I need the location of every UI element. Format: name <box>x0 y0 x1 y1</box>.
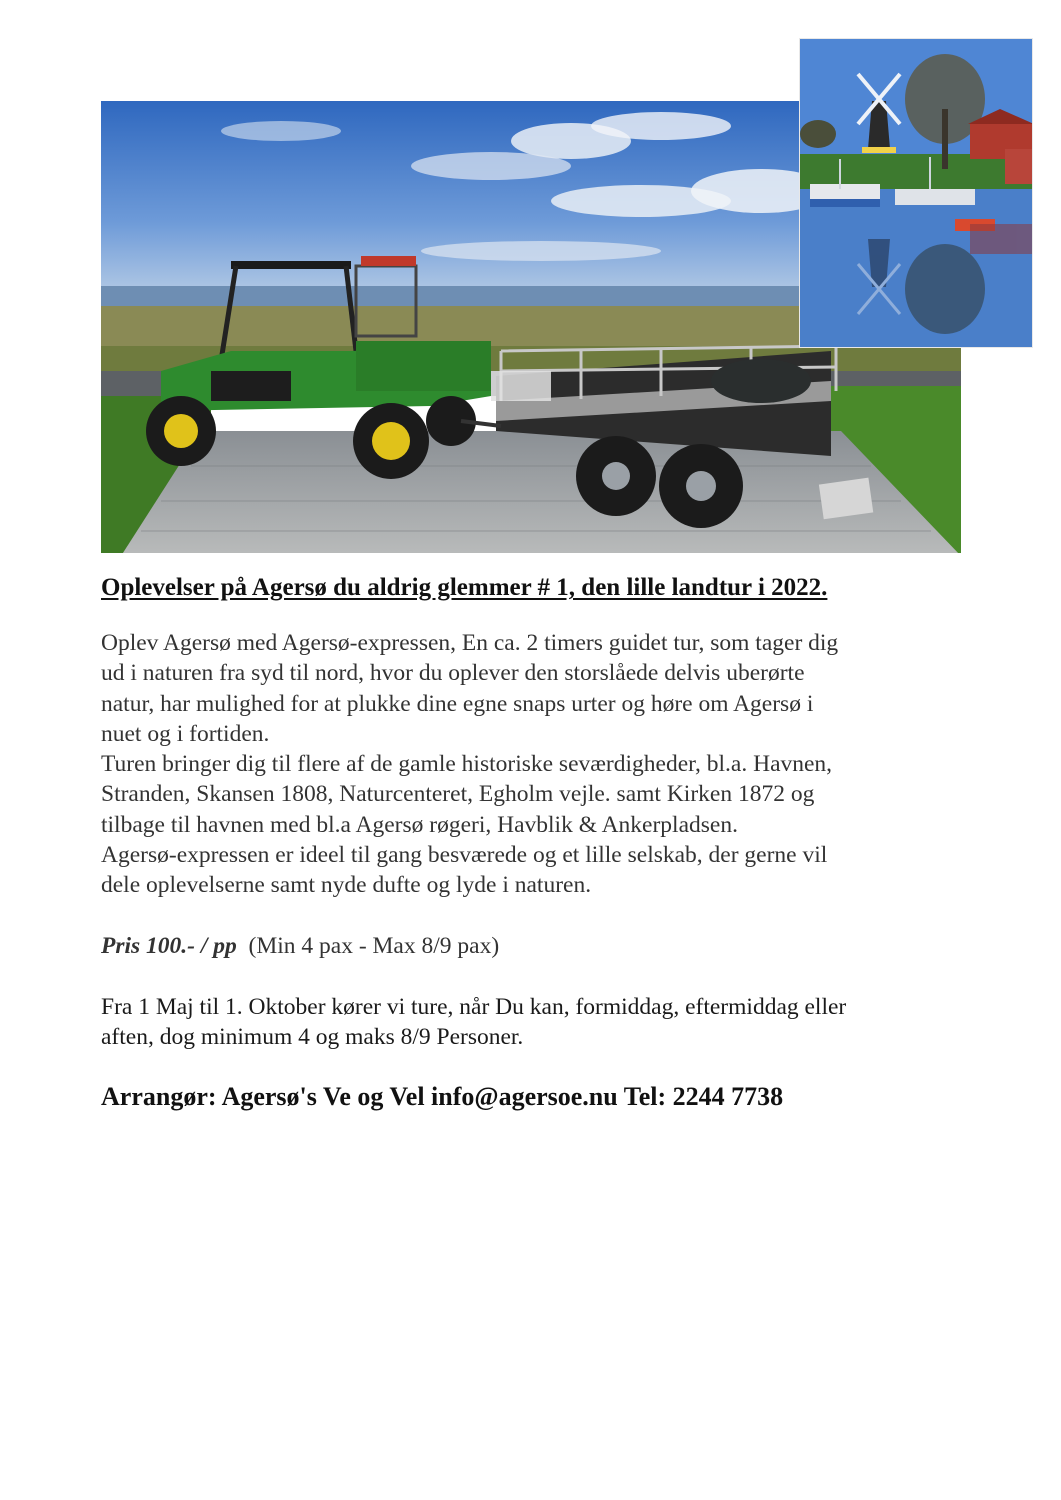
description-line: nuet og i fortiden. <box>101 720 270 747</box>
page-title: Oplevelser på Agersø du aldrig glemmer # 1, den lille landtur i 2022. <box>101 574 828 601</box>
description-line: Oplev Agersø med Agersø-expressen, En ca. 2 timers guidet tur, som tager dig <box>101 630 839 656</box>
organizer-contact: Arrangør: Agersø's Ve og Vel info@agersoe.nu Tel: 2244 7738 <box>101 1082 784 1111</box>
windmill-harbour-illustration <box>800 39 1032 347</box>
description-line: natur, har mulighed for at plukke dine egne snaps urter og høre om Agersø i <box>101 690 814 717</box>
price-label: Pris 100.- / pp <box>101 933 237 959</box>
season-line: aften, dog minimum 4 og maks 8/9 Personer. <box>101 1024 524 1051</box>
description-line: tilbage til havnen med bl.a Agersø røgeri, Havblik & Ankerpladsen. <box>101 811 738 838</box>
description-line: Agersø-expressen er ideel til gang besværede og et lille selskab, der gerne vil <box>101 842 828 869</box>
description-line: Turen bringer dig til flere af de gamle historiske seværdigheder, bl.a. Havnen, <box>101 751 833 778</box>
description <box>101 628 971 901</box>
description-line: Stranden, Skansen 1808, Naturcenteret, Egholm vejle. samt Kirken 1872 og <box>101 781 815 808</box>
price-details: (Min 4 pax - Max 8/9 pax) <box>248 933 500 959</box>
season-line: Fra 1 Maj til 1. Oktober kører vi ture, når Du kan, formiddag, eftermiddag eller <box>101 994 847 1020</box>
season-info <box>101 992 971 1053</box>
inset-photo <box>799 38 1033 348</box>
description-line: ud i naturen fra syd til nord, hvor du oplever den storslåede delvis uberørte <box>101 660 805 687</box>
description-line: dele oplevelserne samt nyde dufte og lyde i naturen. <box>101 872 592 899</box>
price-line <box>101 931 971 961</box>
